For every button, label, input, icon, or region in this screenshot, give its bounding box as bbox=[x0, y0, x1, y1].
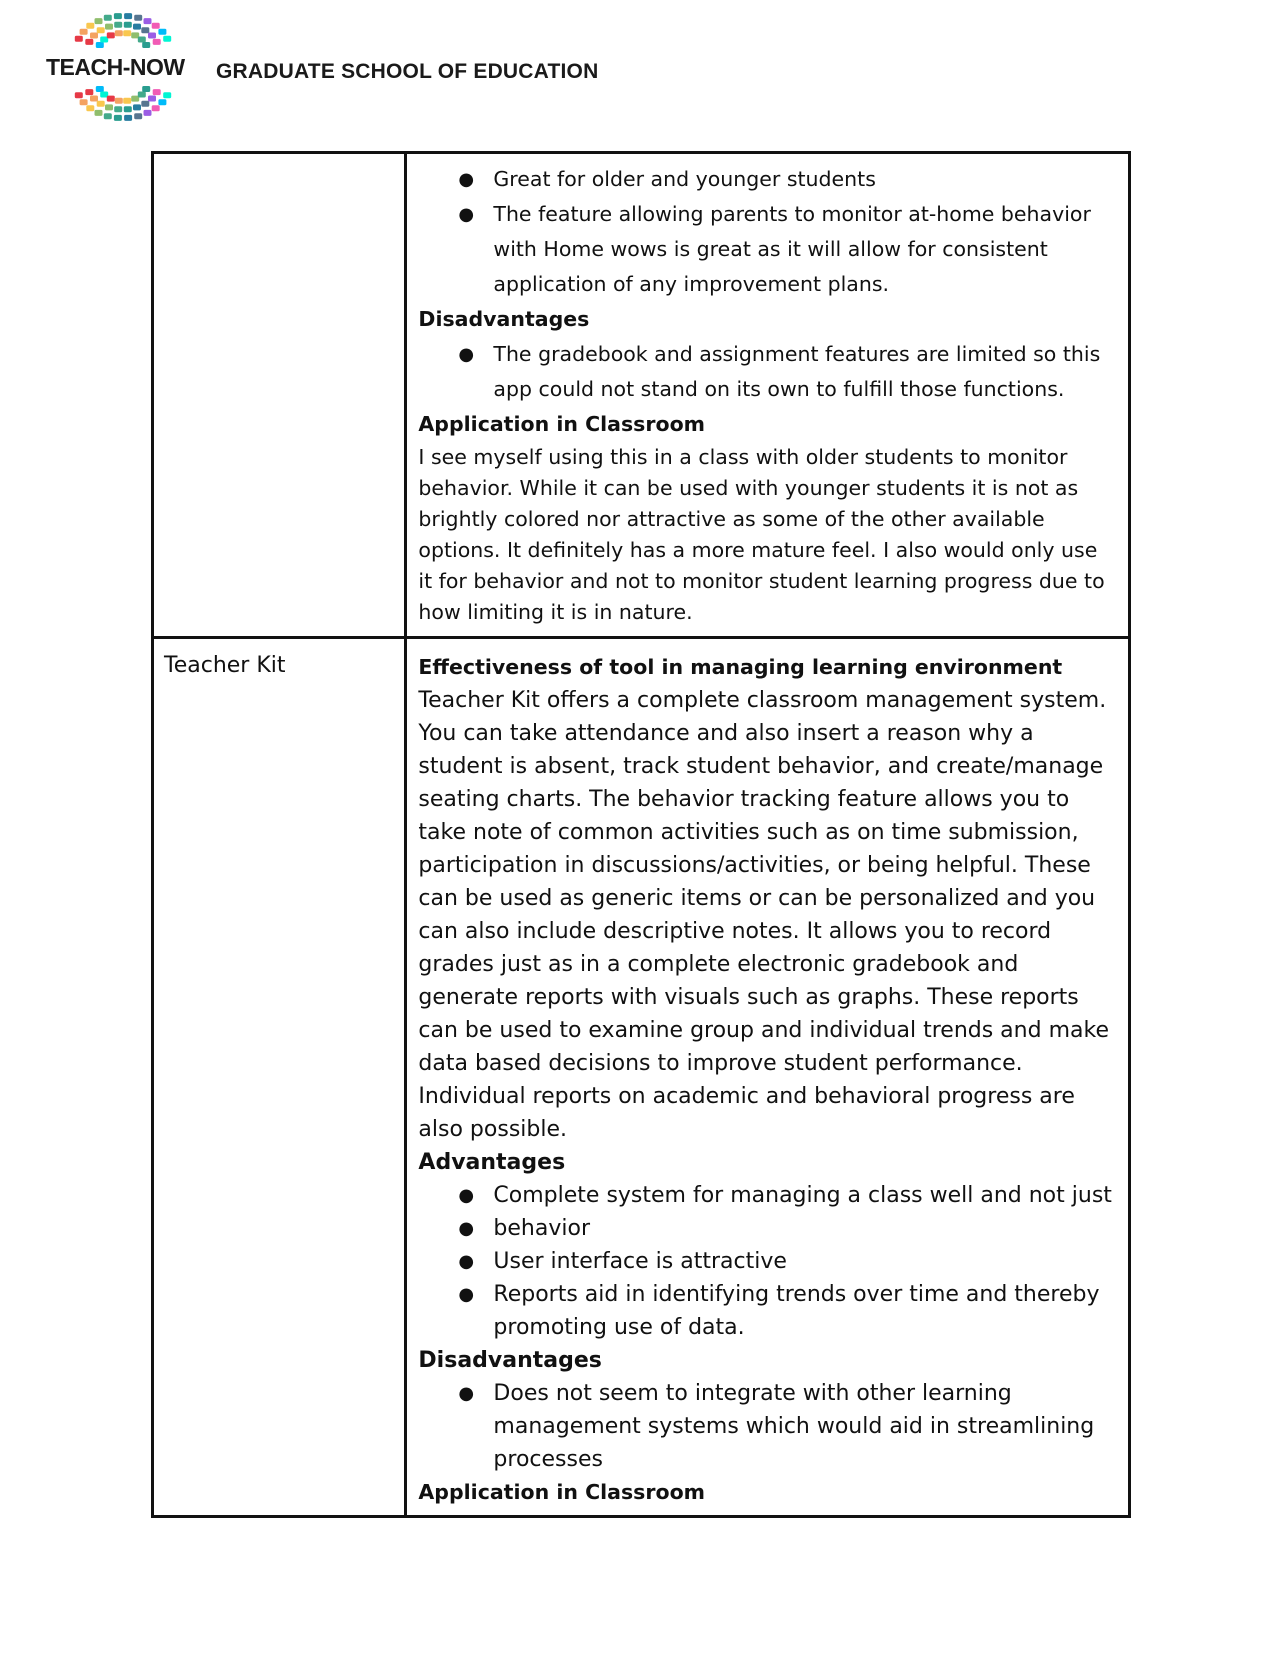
list-item: ● behavior bbox=[418, 1212, 1114, 1245]
application-text: I see myself using this in a class with older students to monitor behavior. While it can be used with younger students it is not as brightly colored nor attractive as some of the other available options. It definitely has a more mature feel. I also would only use it for behavior and not to monitor student learning progress due to how limiting it is in nature. bbox=[418, 445, 1105, 624]
page-header bbox=[46, 10, 646, 130]
tool-details-cell bbox=[406, 638, 1130, 1517]
disadvantages-list bbox=[418, 337, 1114, 407]
table-row bbox=[153, 153, 1130, 638]
logo-rainbow-top-icon bbox=[68, 10, 178, 52]
application-heading: Application in Classroom bbox=[418, 1480, 706, 1504]
tool-name-cell bbox=[153, 153, 406, 638]
list-item: ● The gradebook and assignment features are limited so this app could not stand on its own to fulfill those functions. bbox=[418, 337, 1114, 407]
tool-name-cell bbox=[153, 638, 406, 1517]
disadvantages-heading: Disadvantages bbox=[418, 307, 590, 331]
list-item: ● Complete system for managing a class well and not just bbox=[418, 1179, 1114, 1212]
list-item: ● Great for older and younger students bbox=[418, 162, 1114, 197]
disadvantages-heading: Disadvantages bbox=[418, 1348, 602, 1373]
list-item: ● The feature allowing parents to monitor at-home behavior with Home wows is great as it will allow for consistent application of any improvement plans. bbox=[418, 197, 1114, 302]
advantages-list bbox=[418, 162, 1114, 302]
list-item: ● Does not seem to integrate with other learning management systems which would aid in streamlining processes bbox=[418, 1377, 1114, 1476]
advantages-heading: Advantages bbox=[418, 1150, 566, 1175]
table-row bbox=[153, 638, 1130, 1517]
logo-wordmark: TEACH-NOW bbox=[46, 54, 185, 80]
advantages-list bbox=[418, 1179, 1114, 1344]
tool-name: Teacher Kit bbox=[164, 653, 286, 678]
list-item: ● Reports aid in identifying trends over time and thereby promoting use of data. bbox=[418, 1278, 1114, 1344]
effectiveness-heading: Effectiveness of tool in managing learning environment bbox=[418, 655, 1063, 679]
effectiveness-text: Teacher Kit offers a complete classroom management system. You can take attendance and also insert a reason why a student is absent, track student behavior, and create/manage seating charts. The behavior tracking feature allows you to take note of common activities such as on time submission, participation in discussions/activities, or being helpful. These can be used as generic items or can be personalized and you can also include descriptive notes. It allows you to record grades just as in a complete electronic gradebook and generate reports with visuals such as graphs. These reports can be used to examine group and individual trends and make data based decisions to improve student performance. Individual reports on academic and behavioral progress are also possible. bbox=[418, 688, 1109, 1142]
disadvantages-list bbox=[418, 1377, 1114, 1476]
application-heading: Application in Classroom bbox=[418, 412, 706, 436]
tools-table bbox=[151, 151, 1131, 1518]
list-item: ● User interface is attractive bbox=[418, 1245, 1114, 1278]
tool-details-cell bbox=[406, 153, 1130, 638]
logo-rainbow-bottom-icon bbox=[68, 82, 178, 124]
school-name: GRADUATE SCHOOL OF EDUCATION bbox=[216, 60, 599, 83]
